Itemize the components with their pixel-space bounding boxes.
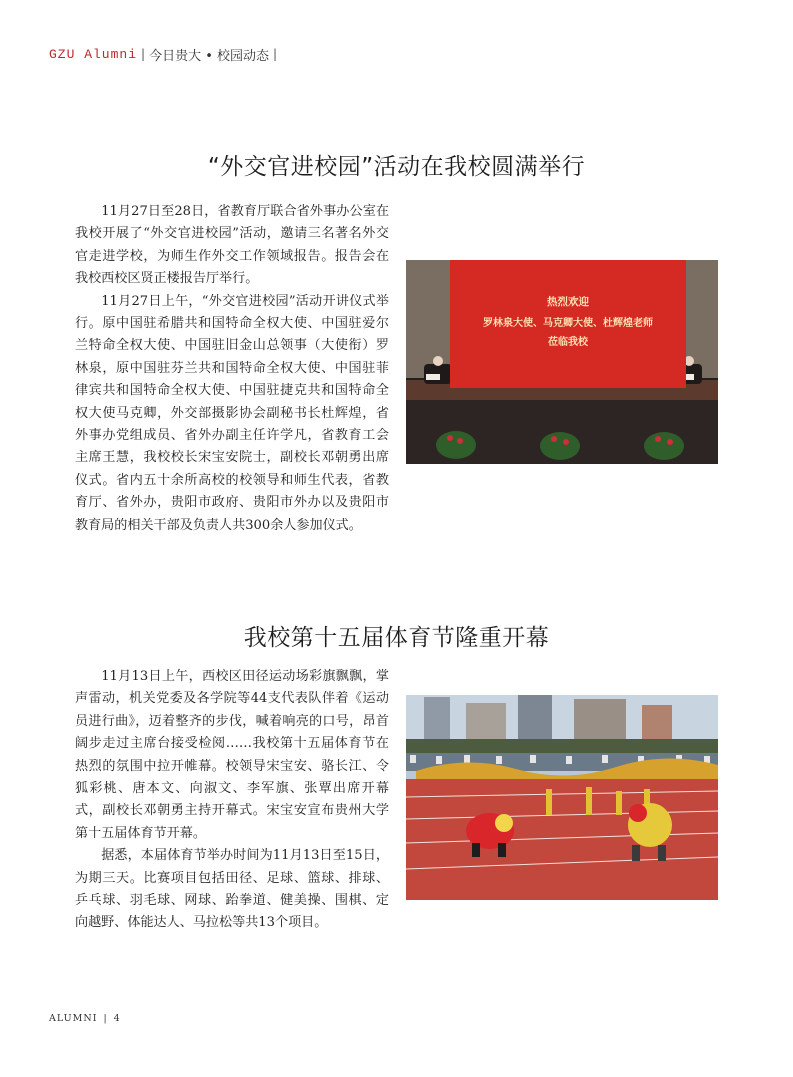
- article1-title: “外交官进校园”活动在我校圆满举行: [207, 154, 586, 180]
- header-separator-left: |: [141, 47, 146, 61]
- sports-festival-photo: [406, 695, 718, 900]
- banner-line-2: 罗林泉大使、马克卿大使、杜辉煌老师: [483, 318, 653, 329]
- banner-line-3: 莅临我校: [548, 337, 588, 348]
- ceremony-photo: [406, 260, 718, 464]
- article1-paragraph-2: 11月27日上午，“外交官进校园”活动开讲仪式举行。原中国驻希腊共和国特命全权大使、中国驻爱尔兰特命全权大使、中国驻旧金山总领事（大使衔）罗林泉，原中国驻芬兰共和国特命全权大使、中国驻菲律宾共和国特命全权大使、中国驻捷克共和国特命全权大使马克卿，外交部摄影协会副秘书长杜辉煌，省外事办党组成员、省外办副主任许学凡，省教育工会主席王慧，我校校长宋宝安院士，副校长邓朝勇出席仪式。省内五十余所高校的校领导和师生代表，省教育厅、省外办，贵阳市政府、贵阳市外办以及贵阳市教育局的相关干部及负责人共300余人参加仪式。: [75, 293, 389, 533]
- header-brand: GZU Alumni: [49, 46, 138, 62]
- article1-paragraph-1: 11月27日至28日，省教育厅联合省外事办公室在我校开展了“外交官进校园”活动，邀请三名著名外交官走进学校，为师生作外交工作领域报告。报告会在我校西校区贤正楼报告厅举行。: [75, 204, 389, 287]
- article2-body: [75, 666, 389, 935]
- running-header: [49, 44, 281, 64]
- article2-paragraph-2: 据悉，本届体育节举办时间为11月13日至15日，为期三天。比赛项目包括田径、足球、篮球、排球、乒乓球、羽毛球、网球、跆拳道、健美操、围棋、定向越野、体能达人、马拉松等共13个项目。: [75, 848, 389, 931]
- header-section: 今日贵大 • 校园动态: [149, 48, 269, 64]
- article1-body: [75, 201, 389, 537]
- header-separator-right: |: [273, 47, 278, 61]
- footer-separator: |: [103, 1013, 108, 1024]
- sports-photo-scene: [406, 695, 718, 900]
- article2-paragraph-1: 11月13日上午，西校区田径运动场彩旗飘飘，掌声雷动，机关党委及各学院等44支代表队伴着《运动员进行曲》，迈着整齐的步伐，喊着响亮的口号，昂首阔步走过主席台接受检阅……我校第十五届体育节在热烈的氛围中拉开帷幕。校领导宋宝安、骆长江、令狐彩桃、唐本文、向淑文、李军旗、张覃出席开幕式，副校长邓朝勇主持开幕式。宋宝安宣布贵州大学第十五届体育节开幕。: [75, 669, 389, 841]
- footer-label: ALUMNI: [49, 1013, 98, 1024]
- banner-line-1: 热烈欢迎: [547, 296, 589, 308]
- page-number: 4: [113, 1013, 121, 1024]
- welcome-banner: [450, 260, 686, 388]
- page-footer: [49, 1013, 121, 1024]
- article2-title: 我校第十五届体育节隆重开幕: [243, 625, 550, 651]
